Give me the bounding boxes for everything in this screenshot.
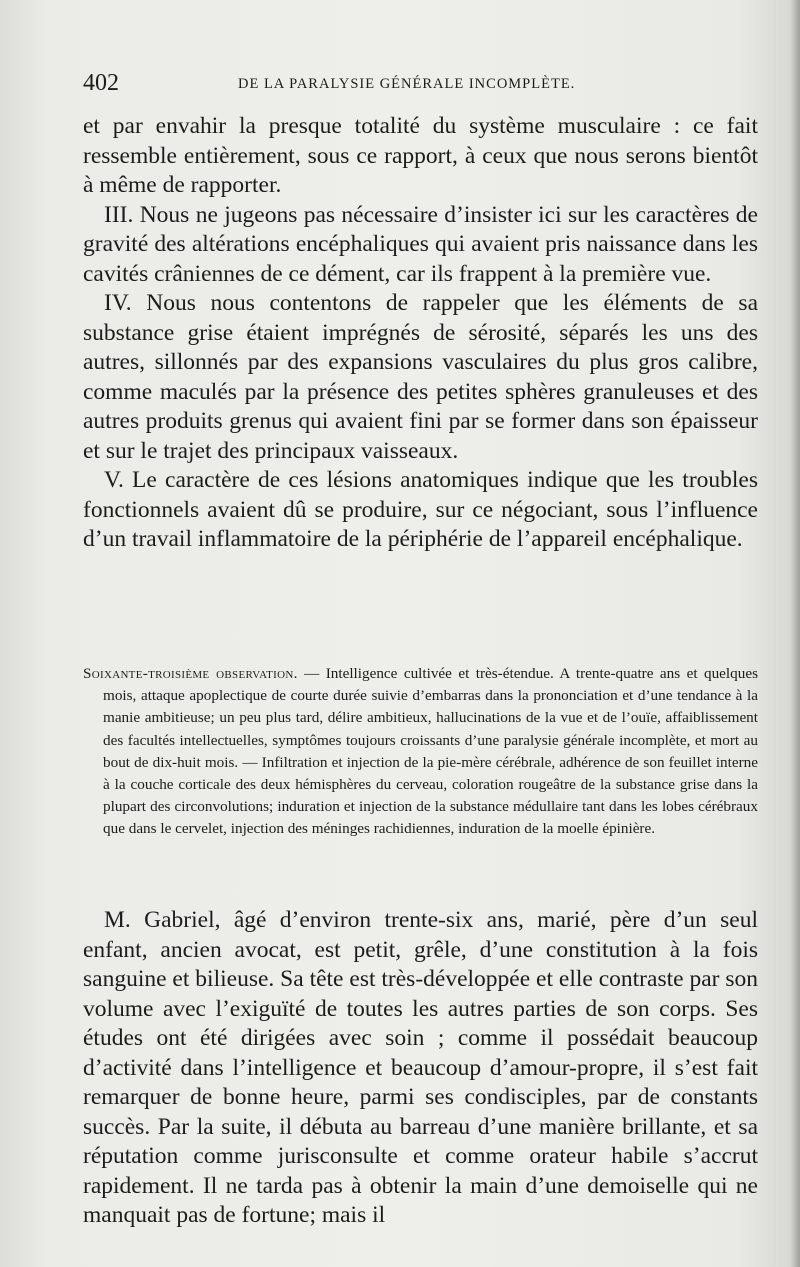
observation-text: — Intelligence cultivée et très-étendue. A trente-quatre ans et quelques mois, attaque apoplectique de courte durée suivie d’embarras dans la prononciation et d’une tendance à la manie ambitieuse; un peu plus tard, délire ambitieux, hallucinations de la vue et de l’ouïe, affaiblissement des facultés intellectuelles, symptômes toujours croissants d’une paralysie générale incomplète, et mort au bout de dix-huit mois. — Infiltration et injection de la pie-mère cérébrale, adhérence de son feuillet interne à la couche corticale des deux hémisphères du cerveau, coloration rougeâtre de la substance grise dans la plupart des circonvolutions; induration et injection de la substance médullaire tant dans les lobes cérébraux que dans le cervelet, injection des méninges rachidiennes, induration de la moelle épinière. bbox=[103, 665, 758, 838]
page-header bbox=[83, 70, 758, 100]
main-text-bottom bbox=[83, 906, 758, 1231]
main-text-top bbox=[83, 112, 758, 555]
paragraph-continuation: et par envahir la presque totalité du système musculaire : ce fait ressemble entièrement, sous ce rapport, à ceux que nous serons bientôt à même de rapporter. bbox=[83, 113, 758, 198]
running-title: DE LA PARALYSIE GÉNÉRALE INCOMPLÈTE. bbox=[238, 76, 576, 92]
page-edge-shadow bbox=[790, 0, 800, 1267]
paragraph-iii: III. Nous ne jugeons pas nécessaire d’insister ici sur les caractères de gravité des altérations encéphaliques qui avaient pris naissance dans les cavités crâniennes de ce dément, car ils frappent à la première vue. bbox=[83, 201, 758, 287]
paragraph-iv: IV. Nous nous contentons de rappeler que les éléments de sa substance grise étaient imprégnés de sérosité, séparés les uns des autres, sillonnés par des expansions vasculaires du plus gros calibre, comme maculés par la présence des petites sphères granuleuses et des autres produits grenus qui avaient fini par se former dans son épaisseur et sur le trajet des principaux vaisseaux. bbox=[83, 290, 758, 464]
paragraph-v: V. Le caractère de ces lésions anatomiques indique que les troubles fonctionnels avaient dû se produire, sur ce négociant, sous l’influence d’un travail inflammatoire de la périphérie de l’appareil encéphalique. bbox=[83, 467, 758, 552]
observation-summary bbox=[83, 663, 758, 841]
page-number: 402 bbox=[83, 70, 119, 96]
observation-label: Soixante-troisième observation. bbox=[83, 665, 298, 682]
paragraph-case-description: M. Gabriel, âgé d’environ trente-six ans, marié, père d’un seul enfant, ancien avocat, est petit, grêle, d’une constitution à la fois sanguine et bilieuse. Sa tête est très-développée et elle contraste par son volume avec l’exiguïté de toutes les autres parties de son corps. Ses études ont été dirigées avec soin ; comme il possédait beaucoup d’activité dans l’intelligence et beaucoup d’amour-propre, il s’est fait remarquer de bonne heure, parmi ses condisciples, par de constants succès. Par la suite, il débuta au barreau d’une manière brillante, et sa réputation comme jurisconsulte et comme orateur habile s’accrut rapidement. Il ne tarda pas à obtenir la main d’une demoiselle qui ne manquait pas de fortune; mais il bbox=[83, 907, 758, 1228]
